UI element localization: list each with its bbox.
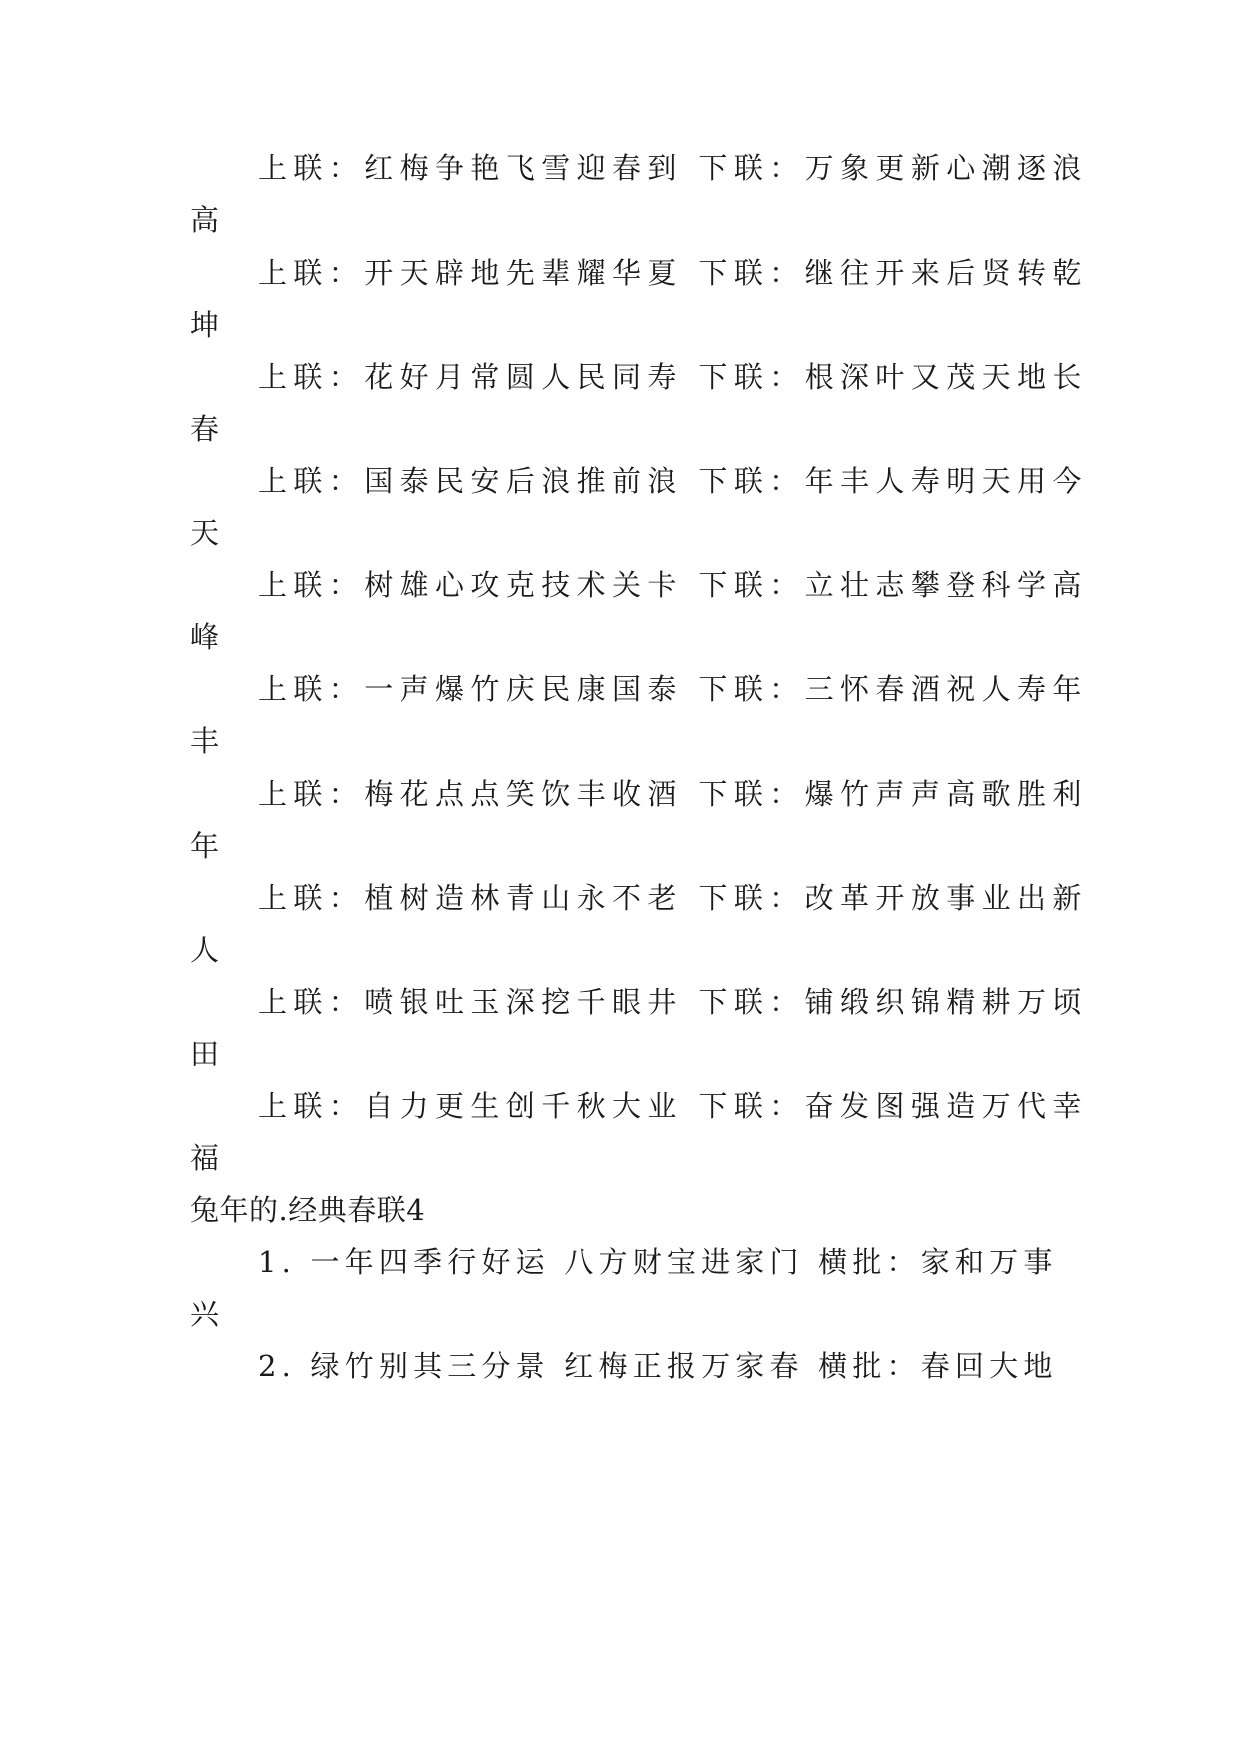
couplet-wrap: 福 bbox=[190, 1141, 220, 1175]
couplet-wrap: 高 bbox=[190, 203, 220, 237]
couplet-line: 上联：花好月常圆人民同寿 下联：根深叶又茂天地长 bbox=[258, 360, 1088, 394]
couplet-wrap: 峰 bbox=[190, 620, 220, 654]
couplet-wrap: 人 bbox=[190, 933, 220, 967]
couplet-line: 上联：梅花点点笑饮丰收酒 下联：爆竹声声高歌胜利 bbox=[258, 777, 1088, 811]
couplet-line: 上联：树雄心攻克技术关卡 下联：立壮志攀登科学高 bbox=[258, 568, 1088, 602]
couplet-wrap: 丰 bbox=[190, 724, 220, 758]
numbered-item: 2. 绿竹别其三分景 红梅正报万家春 横批：春回大地 bbox=[258, 1349, 1058, 1383]
couplet-line: 上联：开天辟地先辈耀华夏 下联：继往开来后贤转乾 bbox=[258, 256, 1088, 290]
section-heading: 兔年的.经典春联4 bbox=[190, 1193, 426, 1227]
couplet-wrap: 春 bbox=[190, 412, 220, 446]
couplet-line: 上联：植树造林青山永不老 下联：改革开放事业出新 bbox=[258, 881, 1088, 915]
couplet-line: 上联：喷银吐玉深挖千眼井 下联：铺缎织锦精耕万顷 bbox=[258, 985, 1088, 1019]
couplet-wrap: 天 bbox=[190, 516, 220, 550]
couplet-wrap: 年 bbox=[190, 829, 220, 863]
couplet-line: 上联：国泰民安后浪推前浪 下联：年丰人寿明天用今 bbox=[258, 464, 1088, 498]
couplet-line: 上联：红梅争艳飞雪迎春到 下联：万象更新心潮逐浪 bbox=[258, 151, 1088, 185]
couplet-wrap: 坤 bbox=[190, 308, 220, 342]
couplet-line: 上联：一声爆竹庆民康国泰 下联：三怀春酒祝人寿年 bbox=[258, 672, 1088, 706]
numbered-item-wrap: 兴 bbox=[190, 1297, 220, 1331]
numbered-item: 1. 一年四季行好运 八方财宝进家门 横批：家和万事 bbox=[258, 1245, 1058, 1279]
couplet-wrap: 田 bbox=[190, 1037, 220, 1071]
couplet-line: 上联：自力更生创千秋大业 下联：奋发图强造万代幸 bbox=[258, 1089, 1088, 1123]
